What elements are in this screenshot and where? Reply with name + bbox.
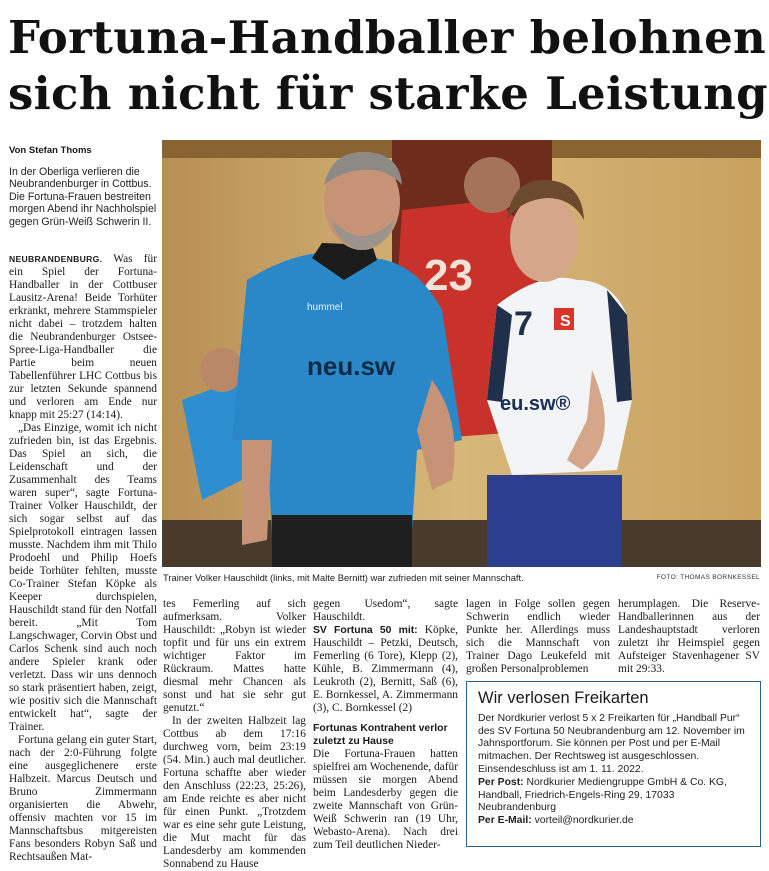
photo-credit: FOTO: THOMAS BORNKESSEL [656, 574, 760, 581]
article-column-3 [313, 598, 458, 852]
article-paragraph-3: Fortuna gelang ein guter Start, nach der 2:0-Führung folgte eine ausgeglichenere erste Halbzeit. Marcus Deutsch und Bruno Zimmermann organisierten die Abwehr, offensiv machten vor 15 im Mannschaftsbus mitgereisten Fans besonders Robyn Saß und Rechtsaußen Mat- [9, 734, 157, 863]
giveaway-email [478, 815, 750, 828]
sparkasse-logo: S [560, 313, 571, 330]
teaser: In der Oberliga verlieren die Neubrandenburger in Cottbus. Die Fortuna-Frauen bestreiten morgen Abend ihr Nachholspiel gegen Grün-Weiß Schwerin II. [9, 166, 157, 228]
headline [8, 10, 768, 122]
giveaway-title: Wir verlosen Freikarten [478, 689, 649, 707]
article-paragraph-2: „Das Einzige, womit ich nicht zufrieden bin, ist das Ergebnis. Das Spiel an sich, die Leidenschaft und der Zusammenhalt des Teams waren super“, sagte Fortuna-Trainer Volker Hauschildt, der sich sogar selbst auf das Spielprotokoll eintragen lassen musste. Nachdem ihm mit Thilo Prodoehl und Philip Hoefs beide Torhüter fehlten, musste Co-Trainer Stefan Köpke als Keeper durchspielen, Hauschildt stand für den Notfall bereit. „Mit Tom Langschwager, Corvin Obst und Carlos Schenk sind auch noch andere Spieler krank oder verletzt. Dass wir uns dennoch so stark präsentiert haben, zeigt, wie positiv sich die Mannschaft entwickelt hat“, sagte der Trainer. [9, 422, 157, 733]
headline-line-2: sich nicht für starke Leistung [8, 67, 768, 120]
photo-caption: Trainer Volker Hauschildt (links, mit Malte Bernitt) war zufrieden mit seiner Mannschaft. [163, 572, 524, 583]
lineup-label: SV Fortuna 50 mit: [313, 625, 418, 636]
article-paragraph-5-end: herumplagen. Die Reserve-Handballerinnen aus der Landeshauptstadt verloren zuletzt ihr Heimspiel gegen Aufsteiger Stavenhagener SV mit 29:33. [618, 598, 760, 675]
email-label: Per E-Mail: [478, 815, 532, 827]
lineup-text: Köpke, Hauschildt – Petzki, Deutsch, Femerling (6 Tore), Klepp (2), Kühle, B. Zimmermann (4), Leukroth (2), Bernitt, Saß (6), E. Bornkessel, A. Zimmermann (3), C. Bornkessel (2) [313, 624, 458, 714]
article-column-1 [9, 253, 157, 864]
article-paragraph-3-cont: tes Femerling auf sich aufmerksam. Volker Hauschildt: „Robyn ist wieder topfit und für uns ein extrem wichtiger Faktor im Rückraum. Mattes hatte diesmal mehr Chancen als sonst und hat sie sehr gut genutzt.“ [163, 598, 306, 714]
lineup [313, 624, 458, 715]
player-shirt-text: eu.sw® [500, 393, 571, 415]
byline: Von Stefan Thoms [9, 145, 92, 156]
number-back: 23 [424, 251, 473, 300]
paragraph-1-text: Was für ein Spiel der Fortuna-Handballer in der Cottbuser Lausitz-Arena! Beide Torhüter erkrankt, mehrere Stammspieler nicht dabei – trotzdem halten die Neubrandenburger Ostsee-Spree-Liga-Handballer die Partie beim neuen Tabellenführer LHC Cottbus bis zur letzten Sekunde spannend und verloren am Ende nur knapp mit 25:27 (14:14). [9, 253, 157, 421]
post-label: Per Post: [478, 776, 524, 788]
email-address[interactable]: vorteil@nordkurier.de [531, 815, 634, 827]
giveaway-box [466, 681, 761, 847]
article-paragraph-4: In der zweiten Halbzeit lag Cottbus ab dem 17:16 durchweg vorn, beim 23:19 (54. Min.) auch mal deutlicher. Fortuna schaffte aber wieder den Anschluss (22:23, 25:26), am Ende reichte es aber nicht für einen Punkt. „Trotzdem war es eine sehr gute Leistung, die Mut macht für das Landesderby am kommenden Sonnabend zu Hause [163, 715, 306, 870]
giveaway-body: Der Nordkurier verlost 5 x 2 Freikarten für „Handball Pur“ des SV Fortuna 50 Neubrandenburg am 12. November im Jahnsportforum. Sie können per Post und per E-Mail mitmachen. Der Rechtsweg ist ausgeschlossen. Einsendeschluss ist am 1. 11. 2022. [478, 712, 745, 775]
article-paragraph-1 [9, 253, 157, 422]
article-paragraph-4-cont: gegen Usedom“, sagte Hauschildt. [313, 598, 458, 623]
post-address: Nordkurier Mediengruppe GmbH & Co. KG, Handball, Friedrich-Engels-Ring 29, 17033 Neubrandenburg [478, 776, 727, 814]
giveaway-post [478, 777, 750, 815]
article-photo [162, 140, 761, 567]
article-paragraph-5-cont: lagen in Folge sollen gegen Schwerin endlich wieder Punkte her. Allerdings muss sich die Mannschaft von Trainer Dago Leukefeld mit großen Personalproblemen [466, 598, 610, 675]
article-paragraph-5: Die Fortuna-Frauen hatten spielfrei am Wochenende, dafür müssen sie morgen Abend beim Landesderby gegen die zweite Mannschaft von Grün-Weiß Schwerin ran (19 Uhr, Webasto-Arena). Nach drei zum Teil deutlichen Nieder- [313, 748, 458, 851]
subhead: Fortunas Kontrahent verlor zuletzt zu Hause [313, 723, 448, 747]
article-column-4 [466, 598, 610, 676]
headline-line-1: Fortuna-Handballer belohnen [8, 11, 767, 64]
article-column-5 [618, 598, 760, 676]
dateline: NEUBRANDENBURG. [9, 254, 103, 264]
coach-shirt-brand: hummel [307, 302, 343, 313]
number-front: 7 [514, 305, 533, 343]
coach-shirt-text: neu.sw [307, 351, 396, 381]
article-column-2 [163, 598, 306, 871]
